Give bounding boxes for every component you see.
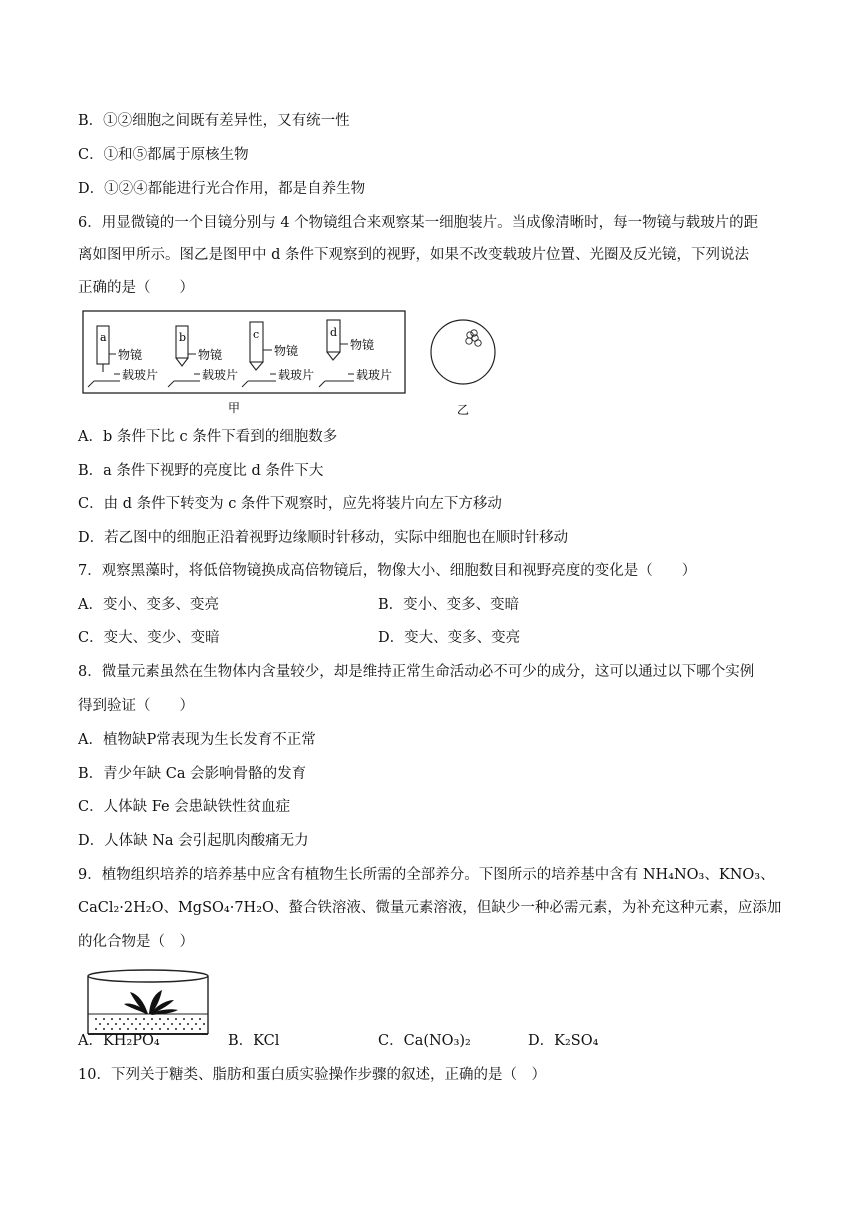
q6-option-b: B．a 条件下视野的亮度比 d 条件下大 [78,463,324,479]
lens-label-a: 物镜 [118,348,143,362]
lens-label-d: 物镜 [350,338,375,352]
q6-option-d: D．若乙图中的细胞正沿着视野边缘顺时针移动，实际中细胞也在顺时针移动 [78,530,569,546]
q9-option-c: C．Ca(NO₃)₂ [378,1033,471,1049]
q6-option-c: C．由 d 条件下转变为 c 条件下观察时，应先将装片向左下方移动 [78,496,502,512]
q8-stem-line-1: 8．微量元素虽然在生物体内含量较少，却是维持正常生命活动必不可少的成分，这可以通过以下哪个实例 [78,664,755,680]
q6-stem-line-3: 正确的是（ ） [78,280,194,296]
q5-option-c: C．①和⑤都属于原核生物 [78,147,249,163]
lens-letter-d: d [330,326,338,339]
lens-label-b: 物镜 [198,348,223,362]
q9-stem-line-3: 的化合物是（ ） [78,934,194,950]
q6-stem-line-2: 离如图甲所示。图乙是图甲中 d 条件下观察到的视野，如果不改变载玻片位置、光圈及反光镜，下列说法 [78,247,749,263]
q9-option-d: D．K₂SO₄ [528,1033,599,1049]
q8-option-d: D．人体缺 Na 会引起肌肉酸痛无力 [78,833,309,849]
q8-option-a: A．植物缺P常表现为生长发育不正常 [78,732,316,748]
q6-stem-line-1: 6．用显微镜的一个目镜分别与 4 个物镜组合来观察某一细胞装片。当成像清晰时，每一物镜与载玻片的距 [78,215,759,231]
slide-label-d: 载玻片 [356,368,393,382]
q7-option-c: C．变大、变少、变暗 [78,630,220,646]
lens-letter-c: c [253,328,260,341]
q8-option-c: C．人体缺 Fe 会患缺铁性贫血症 [78,799,291,815]
caption-yi: 乙 [457,403,470,417]
objective-lens-a [88,326,158,387]
q7-option-d: D．变大、变多、变亮 [378,630,521,646]
plantlet-leaves [124,990,178,1015]
objective-lens-c [242,322,314,387]
medium-dots [95,1018,205,1030]
q9-stem-line-1: 9．植物组织培养的培养基中应含有植物生长所需的全部养分。下图所示的培养基中含有 NH₄NO₃、KNO₃、 [78,867,775,883]
q7-stem: 7．观察黑藻时，将低倍物镜换成高倍物镜后，物像大小、细胞数目和视野亮度的变化是（ ） [78,563,697,579]
culture-vessel-figure [84,968,216,1040]
q7-option-a: A．变小、变多、变亮 [78,597,219,613]
q5-option-d: D．①②④都能进行光合作用，都是自养生物 [78,181,366,197]
q8-stem-line-2: 得到验证（ ） [78,698,194,714]
q8-option-b: B．青少年缺 Ca 会影响骨骼的发育 [78,766,307,782]
slide-label-c: 载玻片 [278,368,315,382]
objective-lens-d [319,320,392,387]
caption-jia: 甲 [228,401,241,415]
q9-option-b: B．KCl [228,1033,280,1049]
slide-label-a: 载玻片 [122,368,159,382]
q5-option-b: B．①②细胞之间既有差异性，又有统一性 [78,113,350,129]
slide-label-b: 载玻片 [202,368,239,382]
q6-option-a: A．b 条件下比 c 条件下看到的细胞数多 [78,429,338,445]
microscope-figure [80,308,510,420]
q9-stem-line-2: CaCl₂·2H₂O、MgSO₄·7H₂O、螯合铁溶液、微量元素溶液，但缺少一种必需元素，为补充这种元素，应添加 [78,900,782,916]
lens-letter-b: b [179,331,187,344]
q10-stem: 10．下列关于糖类、脂肪和蛋白质实验操作步骤的叙述，正确的是（ ） [78,1067,546,1083]
field-of-view-yi [431,320,495,384]
q9-option-a: A．KH₂PO₄ [78,1033,160,1049]
lens-label-c: 物镜 [274,344,299,358]
q7-option-b: B．变小、变多、变暗 [378,597,520,613]
lens-letter-a: a [100,331,107,344]
objective-lens-b [168,326,238,387]
